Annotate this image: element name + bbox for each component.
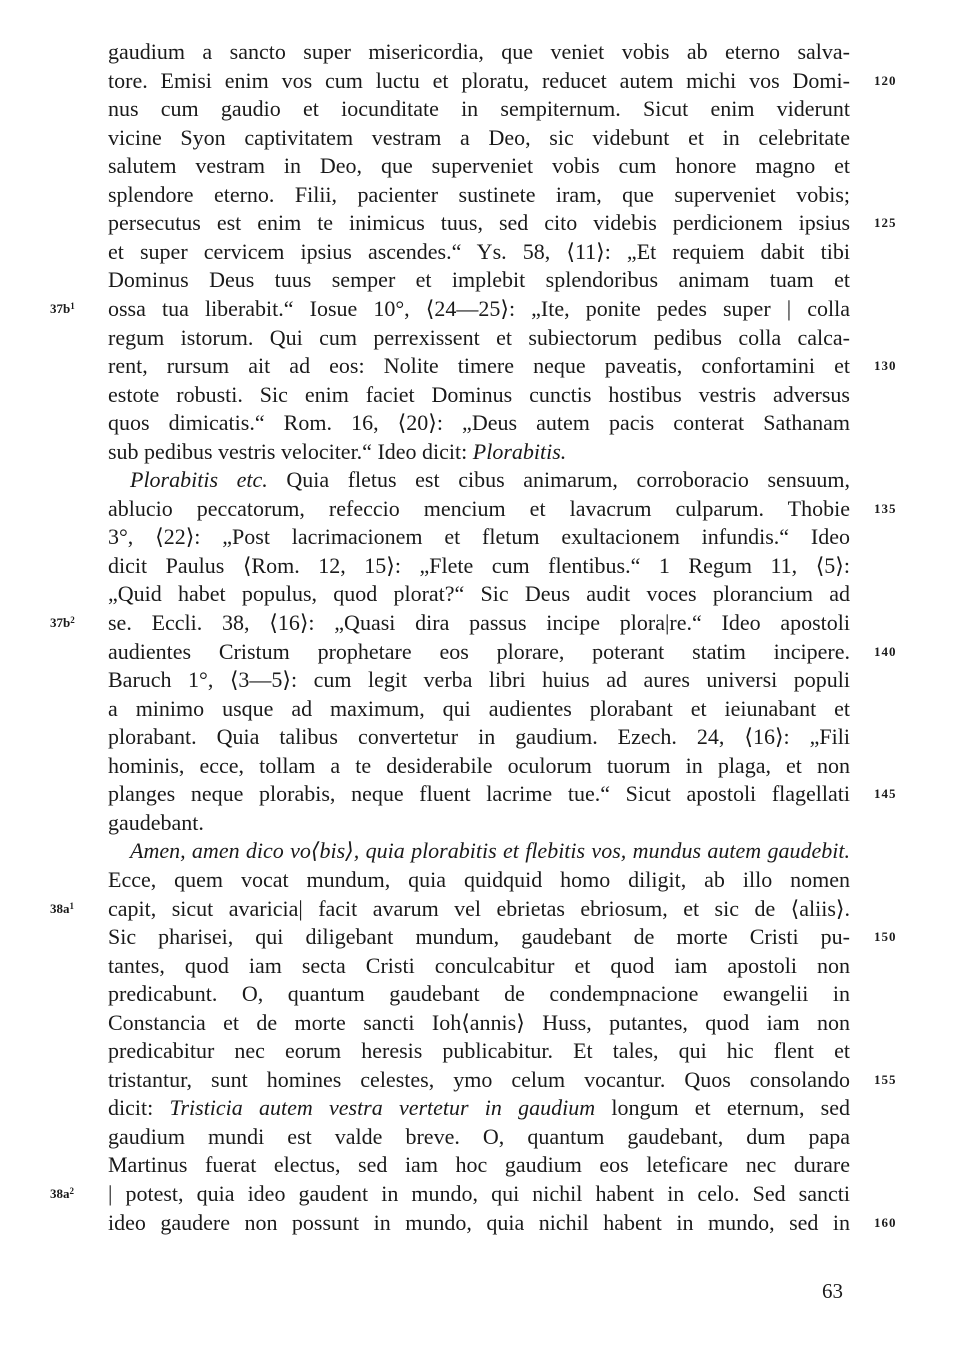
text-line: Martinus fuerat electus, sed iam hoc gaudium eos leteficare nec durare — [108, 1152, 850, 1178]
text-line: se. Eccli. 38, ⟨16⟩: „Quasi dira passus incipe plora|re.“ Ideo apostoli — [108, 610, 850, 635]
text-line: predicabitur nec eorum heresis publicabitur. Et tales, qui hic flent et — [108, 1038, 850, 1064]
text-line: plorabant. Quia talibus convertetur in gaudium. Ezech. 24, ⟨16⟩: „Fili — [108, 724, 850, 750]
text-line: vicine Syon captivitatem vestram a Deo, sic videbunt et in celebritate — [108, 124, 850, 150]
text-line: Plorabitis etc. Quia fletus est cibus animarum, corroboracio sensuum, — [130, 467, 850, 493]
text-line: dicit: Tristicia autem vestra vertetur in gaudium longum et eternum, sed — [108, 1095, 850, 1121]
text-line: regum istorum. Qui cum perrexissent et subiectorum pedibus colla calca- — [108, 324, 850, 350]
text-line: Dominus Deus tuus semper et implebit splendoribus animam tuam et — [108, 267, 850, 293]
text-line: predicabunt. O, quantum gaudebant de condempnacione ewangelii in — [108, 981, 850, 1007]
text-line: et super cervicem ipsius ascendes.“ Ys. 58, ⟨11⟩: „Et requiem dabit tibi — [108, 238, 850, 264]
text-line: ablucio peccatorum, refeccio mencium et lavacrum culparum. Thobie — [108, 495, 850, 521]
text-line: quos dimicatis.“ Rom. 16, ⟨20⟩: „Deus autem pacis conterat Sathanam — [108, 410, 850, 436]
line-number: 140 — [874, 643, 897, 659]
text-line: hominis, ecce, tollam a te desiderabile oculorum tuorum in plaga, et non — [108, 752, 850, 778]
text-line: rent, rursum ait ad eos: Nolite timere neque paveatis, confortamini et — [108, 353, 850, 379]
page-number: 63 — [822, 1279, 843, 1303]
text-line: 3°, ⟨22⟩: „Post lacrimacionem et fletum exultacionem infundis.“ Ideo — [108, 524, 850, 550]
text-line: audientes Cristum prophetare eos plorare, poterant statim incipere. — [108, 638, 850, 664]
text-line: ossa tua liberabit.“ Iosue 10°, ⟨24—25⟩: „Ite, ponite pedes super | colla — [108, 295, 850, 321]
text-line: gaudium a sancto super misericordia, que veniet vobis ab eterno salva- — [108, 39, 850, 64]
line-number: 160 — [874, 1214, 897, 1230]
folio-mark: $38a^1$ — [50, 900, 74, 916]
text-line: tristantur, sunt homines celestes, ymo celum vocantur. Quos consolando — [108, 1066, 850, 1092]
text-line: estote robusti. Sic enim faciet Dominus cunctis hostibus vestris adversus — [108, 381, 850, 407]
text-line: „Quid habet populus, quod plorat?“ Sic Deus audit voces plorancium ad — [108, 581, 850, 607]
text-line: Amen, amen dico vo⟨bis⟩, quia plorabitis et flebitis vos, mundus autem gaudebit. — [130, 838, 850, 864]
text-line: capit, sicut avaricia| facit avarum vel ebrietas ebriosum, et sic de ⟨aliis⟩. — [108, 895, 850, 921]
line-number: 145 — [874, 786, 897, 802]
text-line: sub pedibus vestris velociter.“ Ideo dicit: Plorabitis. — [108, 438, 567, 464]
text-line: persecutus est enim te inimicus tuus, sed cito videbis perdicionem ipsius — [108, 210, 850, 236]
line-number: 150 — [874, 929, 897, 945]
text-line: splendore eterno. Filii, pacienter sustinete iram, que superveniet vobis; — [108, 181, 850, 207]
text-line: tantes, quod iam secta Cristi conculcabitur et quod iam apostoli non — [108, 952, 850, 978]
folio-mark: $37b^2$ — [50, 615, 75, 630]
text-line: Baruch 1°, ⟨3—5⟩: cum legit verba libri huius ad aures universi populi — [108, 667, 850, 693]
text-line: gaudebant. — [108, 809, 204, 835]
text-line: nus cum gaudio et iocunditate in sempiternum. Sicut enim viderunt — [108, 96, 850, 122]
text-line: Constancia et de morte sancti Ioh⟨annis⟩ Huss, putantes, quod iam non — [108, 1009, 850, 1035]
folio-mark: $37b^1$ — [50, 300, 75, 316]
text-line: | potest, quia ideo gaudent in mundo, qui nichil habent in celo. Sed sancti — [108, 1181, 850, 1206]
line-number: 135 — [874, 500, 897, 516]
line-number: 130 — [874, 358, 897, 374]
text-line: planges neque plorabis, neque fluent lacrime tue.“ Sicut apostoli flagellati — [108, 781, 850, 807]
line-number: 125 — [874, 215, 897, 231]
text-line: Sic pharisei, qui diligebant mundum, gaudebant de morte Cristi pu- — [108, 924, 850, 950]
text-line: salutem vestram in Deo, que superveniet vobis cum honore magno et — [108, 153, 850, 179]
text-line: tore. Emisi enim vos cum luctu et ploratu, reducet autem michi vos Domi- — [108, 67, 850, 93]
folio-mark: $38a^2$ — [50, 1186, 74, 1201]
text-line: Ecce, quem vocat mundum, quia quidquid homo diligit, ab illo nomen — [108, 866, 850, 892]
line-number: 155 — [874, 1071, 897, 1087]
text-line: ideo gaudere non possunt in mundo, quia nichil habent in mundo, sed in — [108, 1209, 850, 1235]
line-number: 120 — [874, 72, 897, 88]
text-line: dicit Paulus ⟨Rom. 12, 15⟩: „Flete cum flentibus.“ 1 Regum 11, ⟨5⟩: — [108, 552, 850, 578]
text-line: a minimo usque ad maximum, qui audientes plorabant et ieiunabant et — [108, 695, 850, 721]
text-line: gaudium mundi est valde breve. O, quantum gaudebant, dum papa — [108, 1123, 850, 1149]
